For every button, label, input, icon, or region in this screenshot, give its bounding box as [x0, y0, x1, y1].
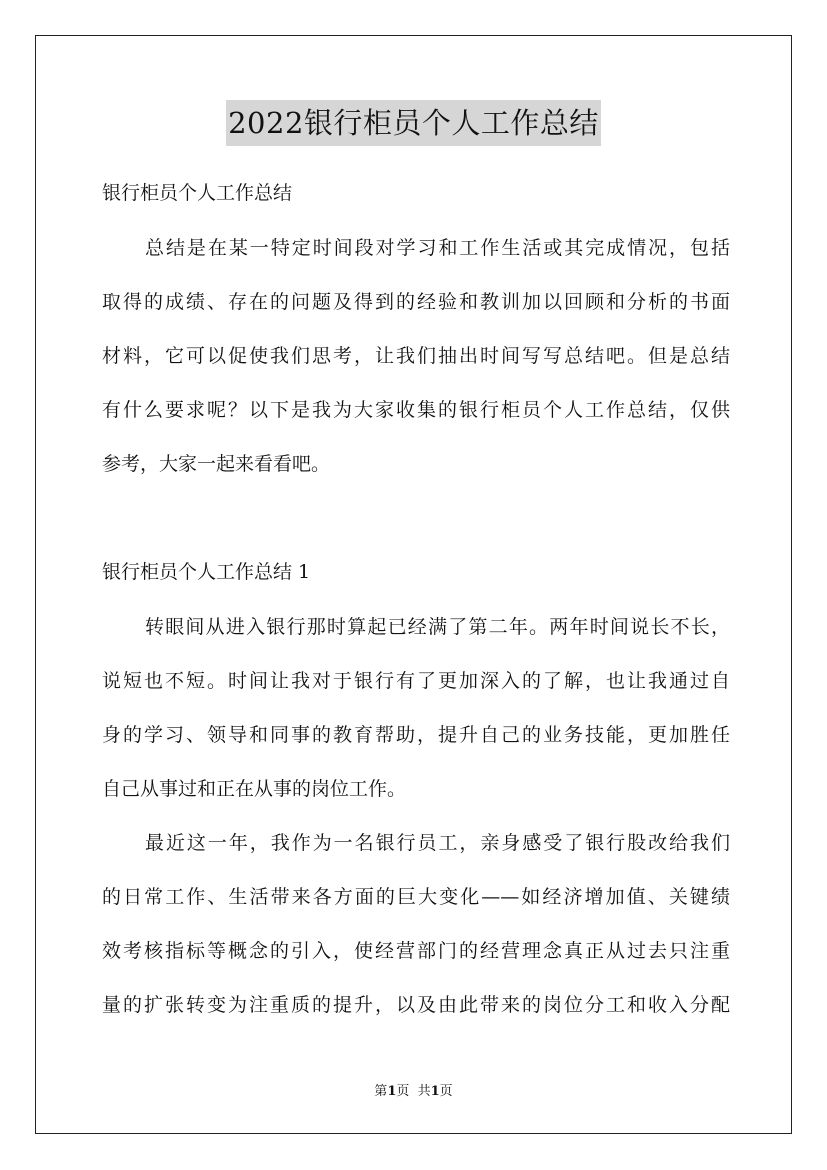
page-footer	[0, 1082, 827, 1102]
footer-page-mid: 页 共	[396, 1084, 431, 1099]
footer-page-prefix: 第	[374, 1084, 388, 1099]
title-area	[0, 100, 827, 146]
intro-line-3[interactable]: 材料，它可以促使我们思考，让我们抽出时间写写总结吧。但是总结	[102, 345, 730, 367]
para2-line-3[interactable]: 效考核指标等概念的引入，使经营部门的经营理念真正从过去只注重	[102, 940, 730, 962]
para1-line-1[interactable]: 转眼间从进入银行那时算起已经满了第二年。两年时间说长不长，	[145, 616, 730, 638]
section1-heading[interactable]: 银行柜员个人工作总结 1	[102, 561, 311, 583]
intro-line-2[interactable]: 取得的成绩、存在的问题及得到的经验和教训加以回顾和分析的书面	[102, 291, 730, 313]
para1-line-2[interactable]: 说短也不短。时间让我对于银行有了更加深入的了解，也让我通过自	[102, 670, 730, 692]
footer-page-total: 1	[430, 1084, 440, 1099]
intro-line-4[interactable]: 有什么要求呢？以下是我为大家收集的银行柜员个人工作总结，仅供	[102, 399, 730, 421]
para1-line-4[interactable]: 自己从事过和正在从事的岗位工作。	[102, 778, 407, 800]
para2-line-2[interactable]: 的日常工作、生活带来各方面的巨大变化——如经济增加值、关键绩	[102, 886, 730, 908]
para2-line-4[interactable]: 量的扩张转变为注重质的提升，以及由此带来的岗位分工和收入分配	[102, 994, 730, 1016]
footer-page-suffix: 页	[439, 1084, 453, 1099]
intro-line-5[interactable]: 参考，大家一起来看看吧。	[102, 453, 331, 475]
intro-line-1[interactable]: 总结是在某一特定时间段对学习和工作生活或其完成情况，包括	[145, 237, 730, 259]
document-title[interactable]: 2022银行柜员个人工作总结	[226, 100, 601, 146]
para2-line-1[interactable]: 最近这一年，我作为一名银行员工，亲身感受了银行股改给我们	[145, 832, 730, 854]
intro-heading[interactable]: 银行柜员个人工作总结	[102, 182, 293, 204]
footer-page-current: 1	[387, 1084, 397, 1099]
para1-line-3[interactable]: 身的学习、领导和同事的教育帮助，提升自己的业务技能，更加胜任	[102, 724, 730, 746]
